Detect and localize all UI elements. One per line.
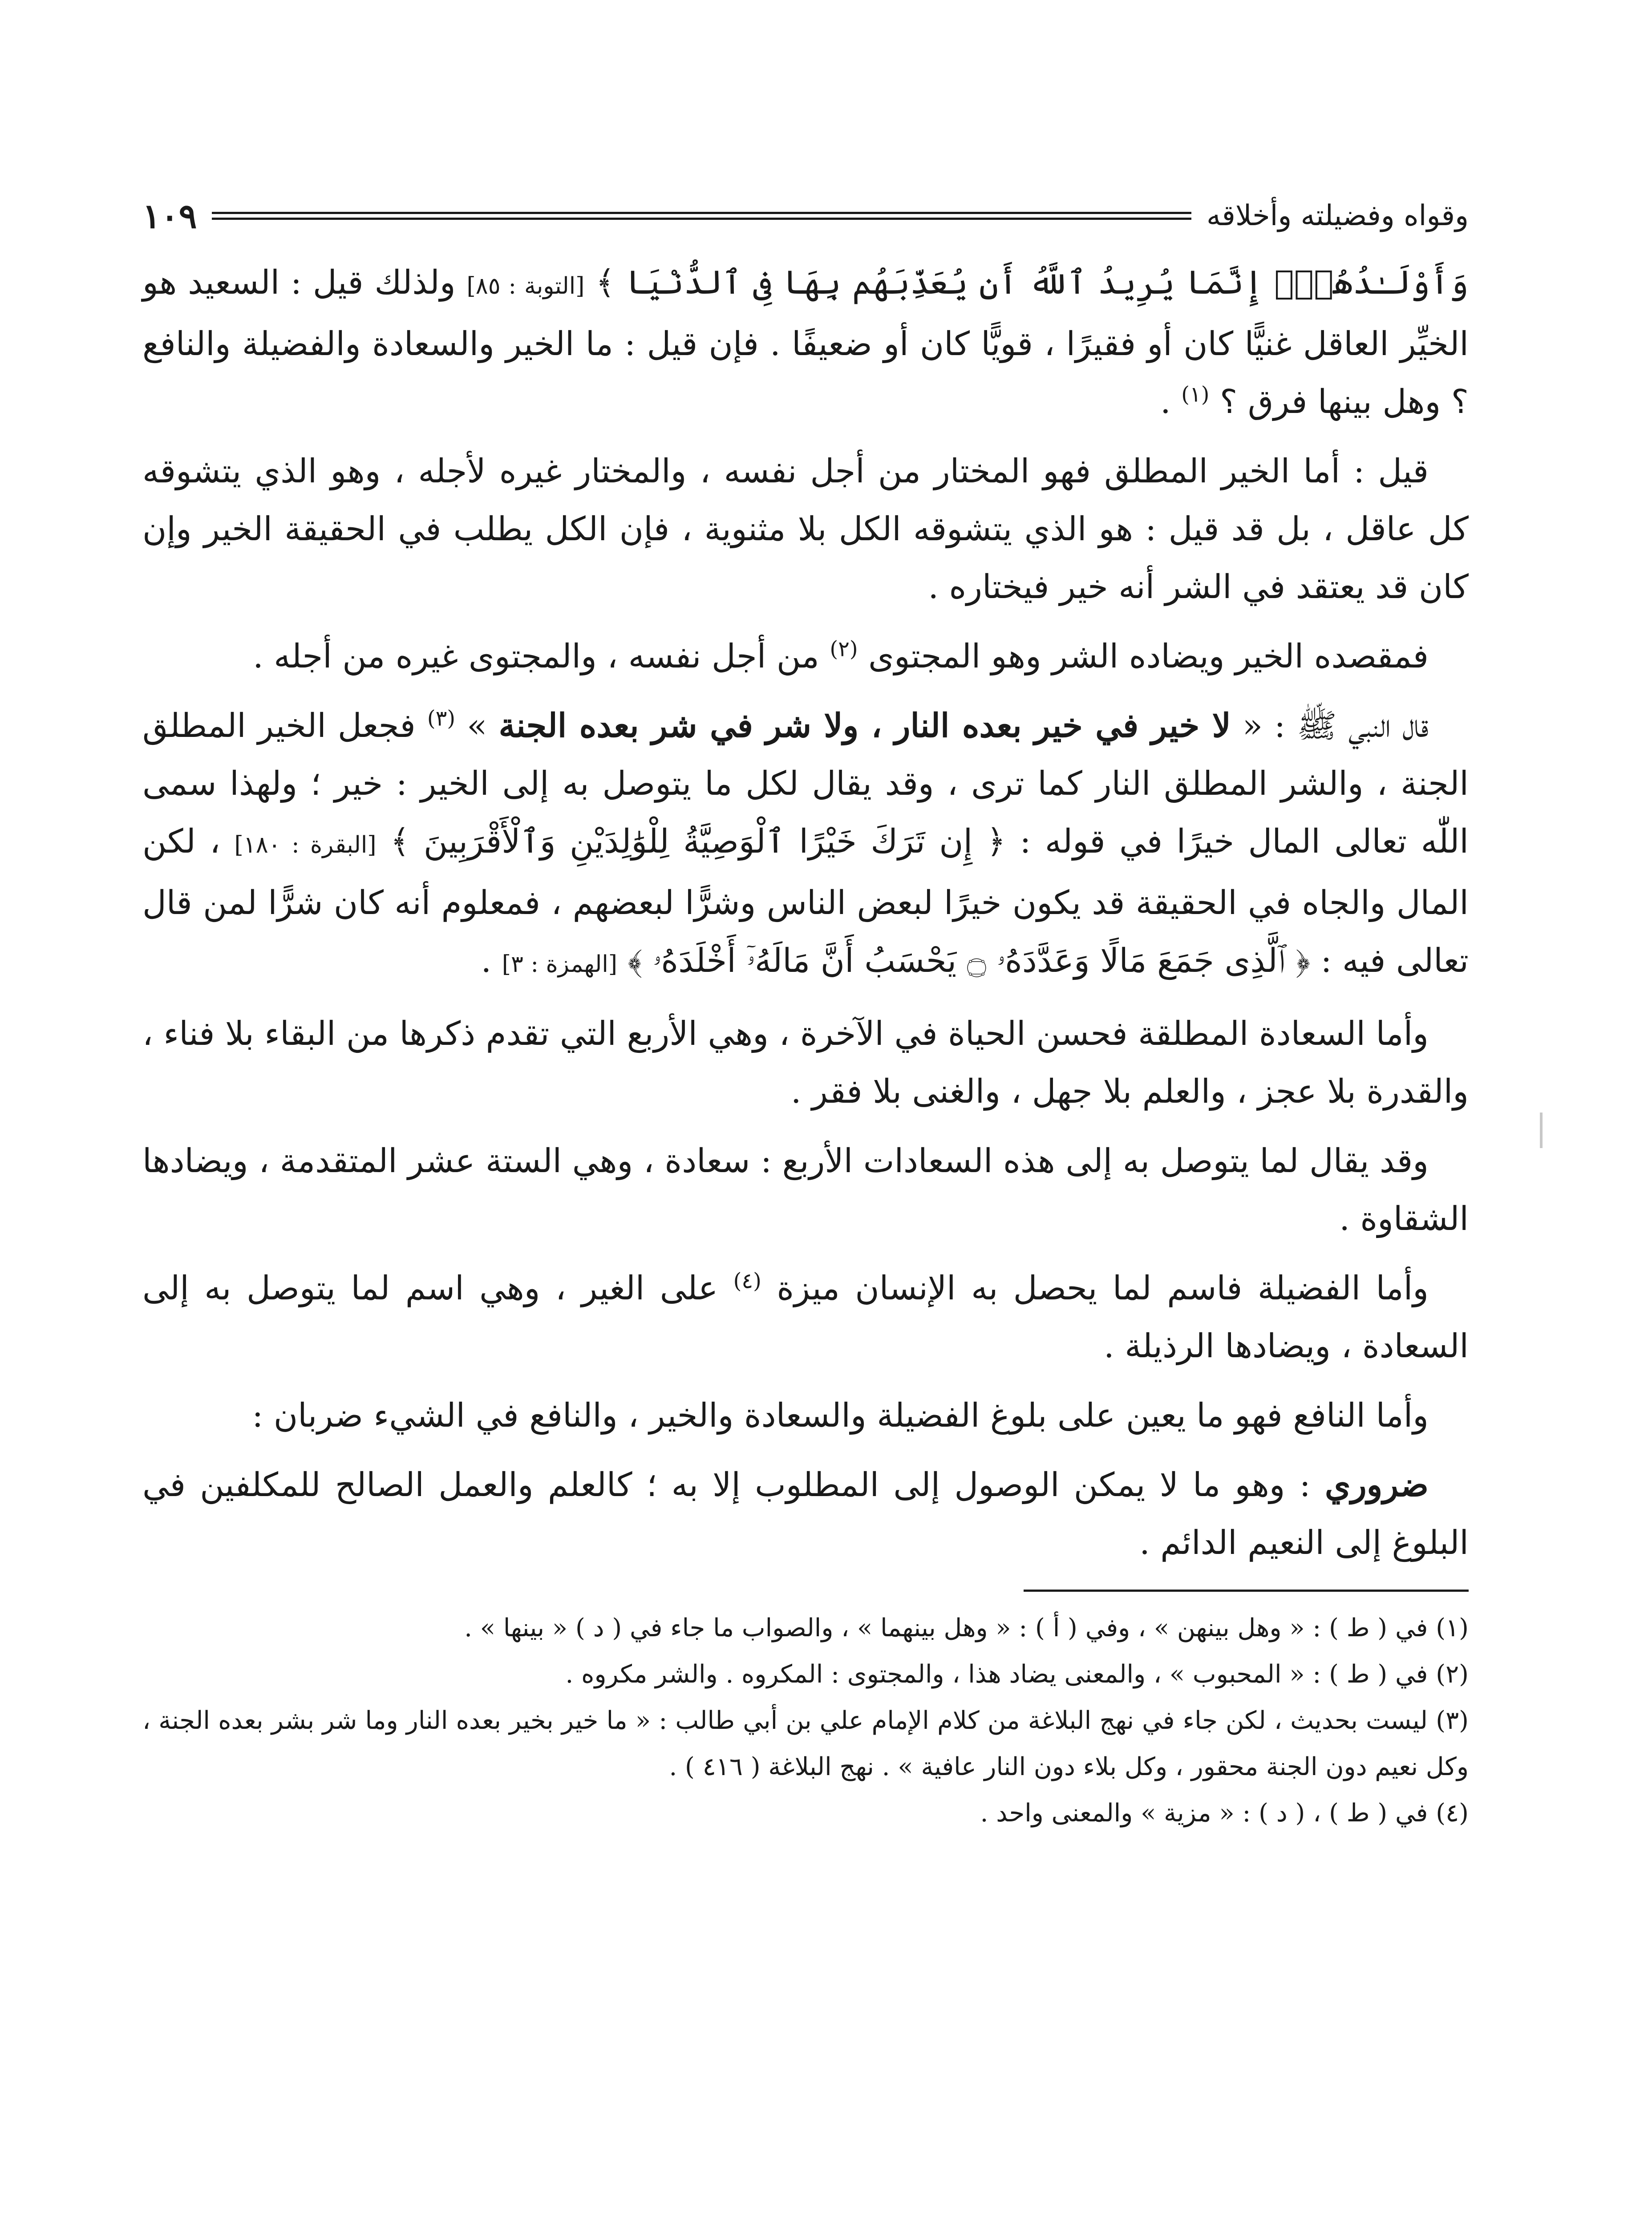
paragraph-text: ولذلك قيل : السعيد هو الخيِّر العاقل غنيًّا كان أو فقيرًا ، قويًّا كان أو ضعيفًا . فإن قيل : ما الخير والسعادة والفضيلة والنافع ؟ وهل بينها فرق ؟ — [142, 263, 1469, 421]
paragraph-text: وأما الفضيلة فاسم لما يحصل به الإنسان ميزة — [777, 1269, 1429, 1307]
verse-reference: [الهمزة : ٣] — [502, 951, 618, 978]
paragraph-text: » — [467, 707, 487, 745]
hadith-text: لا خير في خير بعده النار ، ولا شر في شر بعده الجنة — [498, 707, 1231, 745]
footnote-marker: (٤) — [733, 1268, 761, 1294]
footnotes-rule — [1024, 1590, 1469, 1605]
paragraph-text: قيل : أما الخير المطلق فهو المختار من أجل نفسه ، والمختار غيره لأجله ، وهو الذي يتشوقه كل عاقل ، بل قد قيل : هو الذي يتشوقه الكل بلا مثنوية ، فإن الكل يطلب في الحقيقة الخير وإن كان قد يعتقد في الشر أنه خير فيختاره . — [142, 452, 1469, 606]
paragraph-text: من أجل نفسه ، والمجتوى غيره من أجله . — [253, 637, 819, 676]
paragraph-text: : وهو ما لا يمكن الوصول إلى المطلوب إلا به ؛ كالعلم والعمل الصالح للمكلفين في البلوغ إلى النعيم الدائم . — [142, 1466, 1469, 1562]
paragraph-text: ، لكن المال والجاه في الحقيقة قد يكون خيرًا لبعض الناس وشرًّا لبعضهم ، فمعلوم أنه كان شرًّا لمن قال تعالى فيه : — [142, 822, 1469, 980]
footnote-marker: (١) — [1181, 382, 1210, 407]
quran-verse: وَأَوْلَـٰدُهُمْۚ إِنَّمَا يُرِيدُ ٱللَّهُ أَن يُعَذِّبَهُم بِهَا فِى ٱلدُّنْيَا ﴾ — [595, 263, 1469, 302]
paragraph-text: فجعل الخير المطلق الجنة ، والشر المطلق النار كما ترى ، وقد يقال لكل ما يتوصل به إلى الخير : خير ؛ ولهذا سمى اللّٰه تعالى المال خيرًا في قوله : — [142, 707, 1469, 861]
paragraph-2 — [142, 442, 1469, 616]
footnote-marker: (٣) — [427, 706, 456, 731]
page-number: ١٠٩ — [142, 196, 197, 236]
book-page — [142, 187, 1469, 2225]
paragraph-text: وأما النافع فهو ما يعين على بلوغ الفضيلة والسعادة والخير ، والنافع في الشيء ضربان : — [252, 1396, 1429, 1435]
paragraph-5 — [142, 1005, 1469, 1121]
quran-verse: ﴿ إِن تَرَكَ خَيْرًا ٱلْوَصِيَّةُ لِلْوَٰلِدَيْنِ وَٱلْأَقْرَبِينَ ﴾ — [390, 822, 1006, 861]
paragraph-text: قال النبي ﷺ : « — [1242, 707, 1429, 745]
footnote-2: (٢) في ( ط ) : « المحبوب » ، والمعنى يضاد هذا ، والمجتوى : المكروه . والشر مكروه . — [565, 1660, 1469, 1689]
quran-verse: ﴿ ٱلَّذِى جَمَعَ مَالًا وَعَدَّدَهُۥ ۝ يَحْسَبُ أَنَّ مَالَهُۥٓ أَخْلَدَهُۥ ﴾ — [628, 942, 1311, 980]
paragraph-text: فمقصده الخير ويضاده الشر وهو المجتوى — [868, 637, 1429, 676]
paragraph-text: وقد يقال لما يتوصل به إلى هذه السعادات الأربع : سعادة ، وهي الستة عشر المتقدمة ، ويضادها الشقاوة . — [142, 1142, 1469, 1238]
footnotes — [142, 1605, 1469, 1837]
paragraph-4 — [142, 697, 1469, 993]
paragraph-7 — [142, 1259, 1469, 1375]
footnote-1: (١) في ( ط ) : « وهل بينهن » ، وفي ( أ ) : « وهل بينهما » ، والصواب ما جاء في ( د ) « بينها » . — [464, 1614, 1469, 1642]
bold-term: ضروري — [1324, 1466, 1429, 1504]
header-rule — [212, 212, 1191, 220]
paragraph-text: على الغير ، وهي اسم لما يتوصل به إلى السعادة ، ويضادها الرذيلة . — [142, 1269, 1469, 1365]
footnote-4: (٤) في ( ط ) ، ( د ) : « مزية » والمعنى واحد . — [980, 1799, 1469, 1828]
footnote-3: (٣) ليست بحديث ، لكن جاء في نهج البلاغة من كلام الإمام علي بن أبي طالب : « ما خير بخير بعده النار وما شر بشر بعده الجنة ، وكل نعيم دون الجنة محقور ، وكل بلاء دون النار عافية » . نهج البلاغة ( ٤١٦ ) . — [142, 1706, 1469, 1781]
page-header — [142, 187, 1469, 245]
paragraph-text: وأما السعادة المطلقة فحسن الحياة في الآخرة ، وهي الأربع التي تقدم ذكرها من البقاء بلا فناء ، والقدرة بلا عجز ، والعلم بلا جهل ، والغنى بلا فقر . — [142, 1015, 1469, 1111]
verse-reference: [التوبة : ٨٥] — [466, 273, 585, 299]
paragraph-8 — [142, 1387, 1469, 1444]
paragraph-3 — [142, 627, 1469, 685]
running-title: وقواه وفضيلته وأخلاقه — [1206, 199, 1469, 232]
paragraph-end: . — [1160, 383, 1171, 421]
main-text — [142, 254, 1469, 1572]
verse-reference: [البقرة : ١٨٠] — [234, 832, 377, 858]
page-edge-mark — [1540, 1112, 1543, 1148]
paragraph-end: . — [481, 942, 492, 980]
paragraph-9 — [142, 1456, 1469, 1572]
paragraph-1 — [142, 254, 1469, 431]
paragraph-6 — [142, 1132, 1469, 1248]
footnote-marker: (٢) — [830, 636, 858, 662]
